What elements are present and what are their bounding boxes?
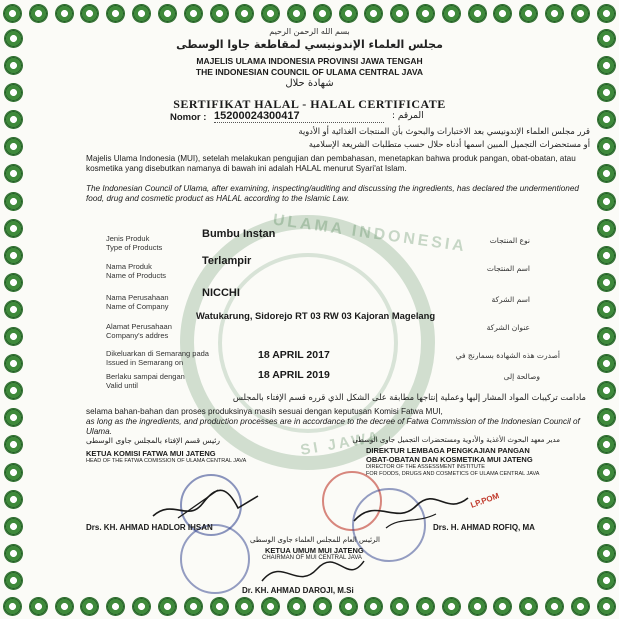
field-label-product-type: Jenis Produk Type of Products <box>106 234 163 252</box>
border-emblem-icon <box>598 355 615 372</box>
certificate-number: 15200024300417 <box>214 110 384 123</box>
border-emblem-icon <box>133 598 150 615</box>
border-emblem-icon <box>5 138 22 155</box>
right-signatory-title-1: DIREKTUR LEMBAGA PENGKAJIAN PANGAN <box>366 446 530 455</box>
border-emblem-icon <box>469 5 486 22</box>
border-left <box>0 26 26 593</box>
border-emblem-icon <box>5 355 22 372</box>
council-arabic: مجلس العلماء الإندونيسي لمقاطعة جاوا الوسطى <box>176 38 443 51</box>
certificate-arabic: شهادة حلال <box>285 78 334 89</box>
border-emblem-icon <box>211 598 228 615</box>
field-value-product-type: Bumbu Instan <box>202 228 276 240</box>
border-emblem-icon <box>185 598 202 615</box>
border-emblem-icon <box>5 220 22 237</box>
border-emblem-icon <box>4 598 21 615</box>
stamp-bottom-blue <box>180 524 250 594</box>
field-label-product-name: Nama Produk Name of Products <box>106 262 167 280</box>
certificate-title: SERTIFIKAT HALAL - HALAL CERTIFICATE <box>173 97 446 111</box>
border-emblem-icon <box>262 5 279 22</box>
border-emblem-icon <box>598 518 615 535</box>
border-emblem-icon <box>81 5 98 22</box>
border-emblem-icon <box>30 5 47 22</box>
border-emblem-icon <box>236 598 253 615</box>
field-label-company-address-ar: عنوان الشركة <box>486 323 530 332</box>
border-bottom <box>0 593 619 619</box>
border-emblem-icon <box>5 30 22 47</box>
border-emblem-icon <box>598 247 615 264</box>
border-emblem-icon <box>598 111 615 128</box>
border-emblem-icon <box>314 5 331 22</box>
border-emblem-icon <box>185 5 202 22</box>
closing-indonesian: selama bahan-bahan dan proses produksinya masih sesuai dengan keputusan Komisi Fatwa MUI, <box>86 407 443 416</box>
border-emblem-icon <box>469 598 486 615</box>
border-emblem-icon <box>598 5 615 22</box>
border-emblem-icon <box>314 598 331 615</box>
border-emblem-icon <box>598 598 615 615</box>
border-emblem-icon <box>5 545 22 562</box>
border-emblem-icon <box>4 5 21 22</box>
left-signatory-name: Drs. KH. AHMAD HADLOR IHSAN <box>86 523 213 532</box>
valid-until-date: 18 APRIL 2019 <box>258 369 330 381</box>
border-emblem-icon <box>262 598 279 615</box>
border-emblem-icon <box>598 220 615 237</box>
nomor-label: Nomor : <box>170 112 207 123</box>
border-emblem-icon <box>5 328 22 345</box>
border-emblem-icon <box>288 5 305 22</box>
border-top <box>0 0 619 26</box>
intro-indonesian: Majelis Ulama Indonesia (MUI), setelah melakukan pengujian dan pembahasan, menetapkan bahwa produk pangan, obat-obatan, atau kosmetika yang disebutkan namanya di bawah ini adalah HALAL menurut Syari'at Islam. <box>86 154 576 173</box>
border-emblem-icon <box>5 382 22 399</box>
council-name-id: MAJELIS ULAMA INDONESIA PROVINSI JAWA TENGAH <box>196 56 423 66</box>
border-emblem-icon <box>391 598 408 615</box>
closing-english: as long as the ingredients, and production processes are in accordance to the decree of Fatwa Commission of the Indonesian Council of Ulama. <box>86 417 580 436</box>
border-emblem-icon <box>5 247 22 264</box>
border-emblem-icon <box>159 598 176 615</box>
border-emblem-icon <box>417 5 434 22</box>
center-signatory-title-1: KETUA UMUM MUI JATENG <box>265 546 364 555</box>
left-signature <box>148 478 268 528</box>
border-emblem-icon <box>5 165 22 182</box>
center-signatory-title-2: CHAIRMAN OF MUI CENTRAL JAVA <box>262 555 362 561</box>
border-emblem-icon <box>56 598 73 615</box>
border-emblem-icon <box>159 5 176 22</box>
right-signatory-arabic: مدير معهد البحوث الأغذية والأدوية ومستحضرات التجميل جاوى الوسطى <box>352 436 560 444</box>
border-emblem-icon <box>5 301 22 318</box>
border-emblem-icon <box>598 545 615 562</box>
border-emblem-icon <box>598 409 615 426</box>
border-emblem-icon <box>340 598 357 615</box>
valid-label: Berlaku sampai dengan Valid until <box>106 372 185 390</box>
border-emblem-icon <box>365 598 382 615</box>
left-signatory-title-en: HEAD OF THE FATWA COMISSION OF ULAMA CENTRAL JAVA <box>86 458 247 464</box>
border-emblem-icon <box>5 409 22 426</box>
border-emblem-icon <box>598 572 615 589</box>
center-signatory-arabic: الرئيس العام للمجلس العلماء جاوى الوسطى <box>250 536 380 544</box>
field-label-company-address: Alamat Perusahaan Company's addres <box>106 322 172 340</box>
border-emblem-icon <box>5 464 22 481</box>
border-emblem-icon <box>5 84 22 101</box>
issued-label-ar: أصدرت هذه الشهادة بسمارنج في <box>455 351 560 360</box>
left-signatory-title-id: KETUA KOMISI FATWA MUI JATENG <box>86 449 216 458</box>
border-emblem-icon <box>598 193 615 210</box>
border-emblem-icon <box>107 598 124 615</box>
border-emblem-icon <box>598 84 615 101</box>
issued-date: 18 APRIL 2017 <box>258 349 330 361</box>
border-emblem-icon <box>443 5 460 22</box>
border-emblem-icon <box>598 491 615 508</box>
border-emblem-icon <box>56 5 73 22</box>
field-label-product-type-ar: نوع المنتجات <box>489 236 530 245</box>
watermark-text-bottom: SI JAWA <box>299 428 383 459</box>
right-signatory-title-4: FOR FOODS, DRUGS AND COSMETICS OF ULAMA CENTRAL JAVA <box>366 471 540 477</box>
border-emblem-icon <box>5 518 22 535</box>
basmala: بسم الله الرحمن الرحيم <box>269 27 350 36</box>
issued-label: Dikeluarkan di Semarang pada Issued in Semarang on <box>106 349 209 367</box>
left-signatory-arabic: رئيس قسم الإفتاء بالمجلس جاوى الوسطى <box>86 436 220 445</box>
border-emblem-icon <box>417 598 434 615</box>
border-emblem-icon <box>443 598 460 615</box>
field-value-company-address: Watukarung, Sidorejo RT 03 RW 03 Kajoran Magelang <box>196 310 436 321</box>
border-emblem-icon <box>546 598 563 615</box>
intro-arabic-1: قرر مجلس العلماء الإندونيسي بعد الاختبارات والبحوث بأن المنتجات الغذائية أو الأدوية <box>298 126 590 136</box>
border-emblem-icon <box>598 165 615 182</box>
field-value-company-name: NICCHI <box>202 287 240 299</box>
field-label-product-name-ar: اسم المنتجات <box>486 264 530 273</box>
border-emblem-icon <box>5 274 22 291</box>
border-emblem-icon <box>598 328 615 345</box>
border-emblem-icon <box>598 436 615 453</box>
field-value-product-name: Terlampir <box>202 255 252 267</box>
border-emblem-icon <box>5 491 22 508</box>
border-emblem-icon <box>133 5 150 22</box>
border-emblem-icon <box>5 111 22 128</box>
border-emblem-icon <box>236 5 253 22</box>
closing-arabic: مادامت تركيبات المواد المشار إليها وعملية إنتاجها مطابقة على الشكل الذي قرره قسم الإفتاء بالمجلس <box>232 392 586 402</box>
border-emblem-icon <box>598 382 615 399</box>
border-emblem-icon <box>598 301 615 318</box>
border-emblem-icon <box>598 464 615 481</box>
watermark-text-top: ULAMA INDONESIA <box>271 211 468 256</box>
border-emblem-icon <box>5 57 22 74</box>
nomor-arabic: المرقم : <box>392 111 424 121</box>
border-emblem-icon <box>546 5 563 22</box>
valid-label-ar: وصالحة إلى <box>503 372 540 381</box>
border-emblem-icon <box>572 5 589 22</box>
border-emblem-icon <box>5 193 22 210</box>
border-emblem-icon <box>572 598 589 615</box>
certificate-content <box>30 26 589 593</box>
border-emblem-icon <box>288 598 305 615</box>
border-emblem-icon <box>5 436 22 453</box>
border-emblem-icon <box>520 598 537 615</box>
border-emblem-icon <box>365 5 382 22</box>
border-emblem-icon <box>598 57 615 74</box>
border-emblem-icon <box>598 30 615 47</box>
border-emblem-icon <box>391 5 408 22</box>
intro-arabic-2: أو مستحضرات التجميل المبين اسمها أدناه حلال حسب متطلبات الشريعة الإسلامية <box>308 139 590 149</box>
right-signatory-name: Drs. H. AHMAD ROFIQ, MA <box>433 523 535 532</box>
field-label-company-name: Nama Perusahaan Name of Company <box>106 293 169 311</box>
council-name-en: THE INDONESIAN COUNCIL OF ULAMA CENTRAL JAVA <box>195 67 424 77</box>
border-right <box>593 26 619 593</box>
right-signatory-title-2: OBAT-OBATAN DAN KOSMETIKA MUI JATENG <box>366 455 533 464</box>
border-emblem-icon <box>81 598 98 615</box>
right-signatory-title-3: DIRECTOR OF THE ASSESSMENT INSTITUTE <box>366 464 485 470</box>
field-label-company-name-ar: اسم الشركة <box>491 295 530 304</box>
border-emblem-icon <box>494 5 511 22</box>
border-emblem-icon <box>211 5 228 22</box>
border-emblem-icon <box>340 5 357 22</box>
border-emblem-icon <box>5 572 22 589</box>
intro-english: The Indonesian Council of Ulama, after examining, inspecting/auditing and discussing the ingredients, has declared the undermentioned food, drug and cosmetic product as HALAL according to the Islamic Law. <box>86 184 579 203</box>
border-emblem-icon <box>598 138 615 155</box>
border-emblem-icon <box>520 5 537 22</box>
center-signatory-name: Dr. KH. AHMAD DAROJI, M.Si <box>242 586 354 595</box>
border-emblem-icon <box>494 598 511 615</box>
border-emblem-icon <box>30 598 47 615</box>
border-emblem-icon <box>598 274 615 291</box>
lppom-stamp-label: LP.POM <box>469 491 501 510</box>
border-emblem-icon <box>107 5 124 22</box>
